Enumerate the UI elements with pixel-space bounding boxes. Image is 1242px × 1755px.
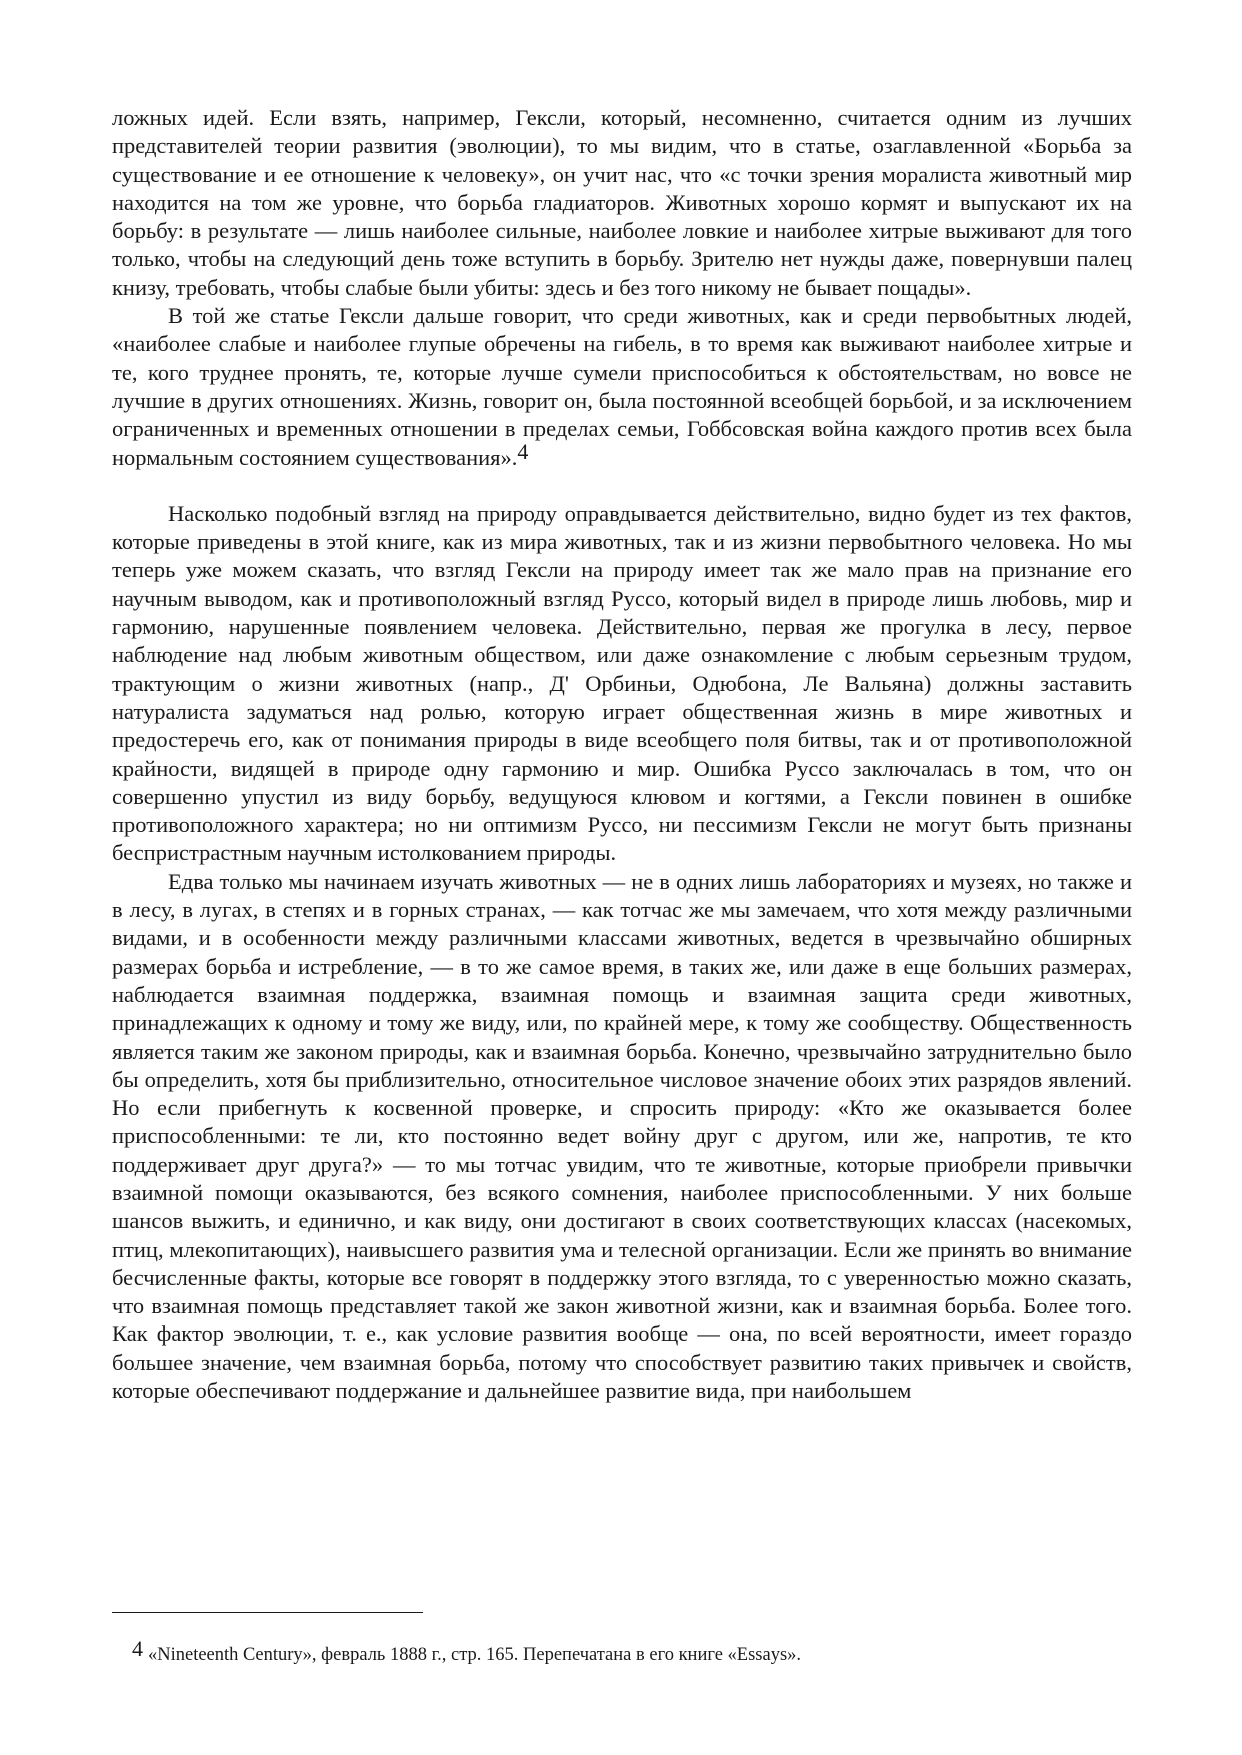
footnote (132, 1636, 1132, 1668)
paragraph-2 (112, 302, 1132, 472)
paragraph-3: Насколько подобный взгляд на природу оправдывается действительно, видно будет из тех фактов, которые приведены в этой книге, как из мира животных, так и из жизни первобытного человека. Но мы теперь уже можем сказать, что взгляд Гексли на природу имеет так же мало прав на признание его научным выводом, как и противоположный взгляд Руссо, который видел в природе лишь любовь, мир и гармонию, нарушенные появлением человека. Действительно, первая же прогулка в лесу, первое наблюдение над любым животным обществом, или даже ознакомление с любым серьезным трудом, трактующим о жизни животных (напр., Д' Орбиньи, Одюбона, Ле Вальяна) должны заставить натуралиста задуматься над ролью, которую играет общественная жизнь в мире животных и предостеречь его, как от понимания природы в виде всеобщего поля битвы, так и от противоположной крайности, видящей в природе одну гармонию и мир. Ошибка Руссо заключалась в том, что он совершенно упустил из виду борьбу, ведущуюся клювом и когтями, а Гексли повинен в ошибке противоположного характера; но ни оптимизм Руссо, ни пессимизм Гексли не могут быть признаны беспристрастным научным истолкованием природы. (112, 500, 1132, 866)
body-text (112, 104, 1132, 1405)
footnote-text: «Nineteenth Century», февраль 1888 г., стр. 165. Перепечатана в его книге «Essays». (148, 1645, 802, 1665)
paragraph-4: Едва только мы начинаем изучать животных — не в одних лишь лабораториях и музеях, но также и в лесу, в лугах, в степях и в горных странах, — как тотчас же мы замечаем, что хотя между различными видами, и в особенности между различными классами животных, ведется в чрезвычайно обширных размерах борьба и истребление, — в то же самое время, в таких же, или даже в еще больших размерах, наблюдается взаимная поддержка, взаимная помощь и взаимная защита среди животных, принадлежащих к одному и тому же виду, или, по крайней мере, к тому же сообществу. Общественность является таким же законом природы, как и взаимная борьба. Конечно, чрезвычайно затруднительно было бы определить, хотя бы приблизительно, относительное числовое значение обоих этих разрядов явлений. Но если прибегнуть к косвенной проверке, и спросить природу: «Кто же оказывается более приспособленными: те ли, кто постоянно ведет войну друг с другом, или же, напротив, те кто поддерживает друг друга?» — то мы тотчас увидим, что те животные, которые приобрели привычки взаимной помощи оказываются, без всякого сомнения, наиболее приспособленными. У них больше шансов выжить, и единично, и как виду, они достигают в своих соответствующих классах (насекомых, птиц, млекопитающих), наивысшего развития ума и телесной организации. Если же принять во внимание бесчисленные факты, которые все говорят в поддержку этого взгляда, то с уверенностью можно сказать, что взаимная помощь представляет такой же закон животной жизни, как и взаимная борьба. Более того. Как фактор эволюции, т. е., как условие развития вообще — она, по всей вероятности, имеет гораздо большее значение, чем взаимная борьба, потому что способствует развитию таких привычек и свойств, которые обеспечивают поддержание и дальнейшее развитие вида, при наибольшем (112, 868, 1132, 1404)
paragraph-1: ложных идей. Если взять, например, Гексли, который, несомненно, считается одним из лучших представителей теории развития (эволюции), то мы видим, что в статье, озаглавленной «Борьба за существование и ее отношение к человеку», он учит нас, что «с точки зрения моралиста животный мир находится на том же уровне, что борьба гладиаторов. Животных хорошо кормят и выпускают их на борьбу: в результате — лишь наиболее сильные, наиболее ловкие и наиболее хитрые выживают для того только, чтобы на следующий день тоже вступить в борьбу. Зрителю нет нужды даже, повернувши палец книзу, требовать, чтобы слабые были убиты: здесь и без того никому не бывает пощады». (112, 105, 1132, 300)
footnote-separator (112, 1612, 423, 1613)
footnote-number: 4 (132, 1636, 143, 1661)
paragraph-2-text: В той же статье Гексли дальше говорит, что среди животных, как и среди первобытных людей, «наиболее слабые и наиболее глупые обречены на гибель, в то время как выживают наиболее хитрые и те, кого труднее пронять, те, которые лучше сумели приспособиться к обстоятельствам, но вовсе не лучшие в других отношениях. Жизнь, говорит он, была постоянной всеобщей борьбой, и за исключением ограниченных и временных отношении в пределах семьи, Гоббсовская война каждого против всех была нормальным состоянием существования». (112, 303, 1132, 470)
footnote-reference[interactable]: 4 (517, 438, 529, 464)
